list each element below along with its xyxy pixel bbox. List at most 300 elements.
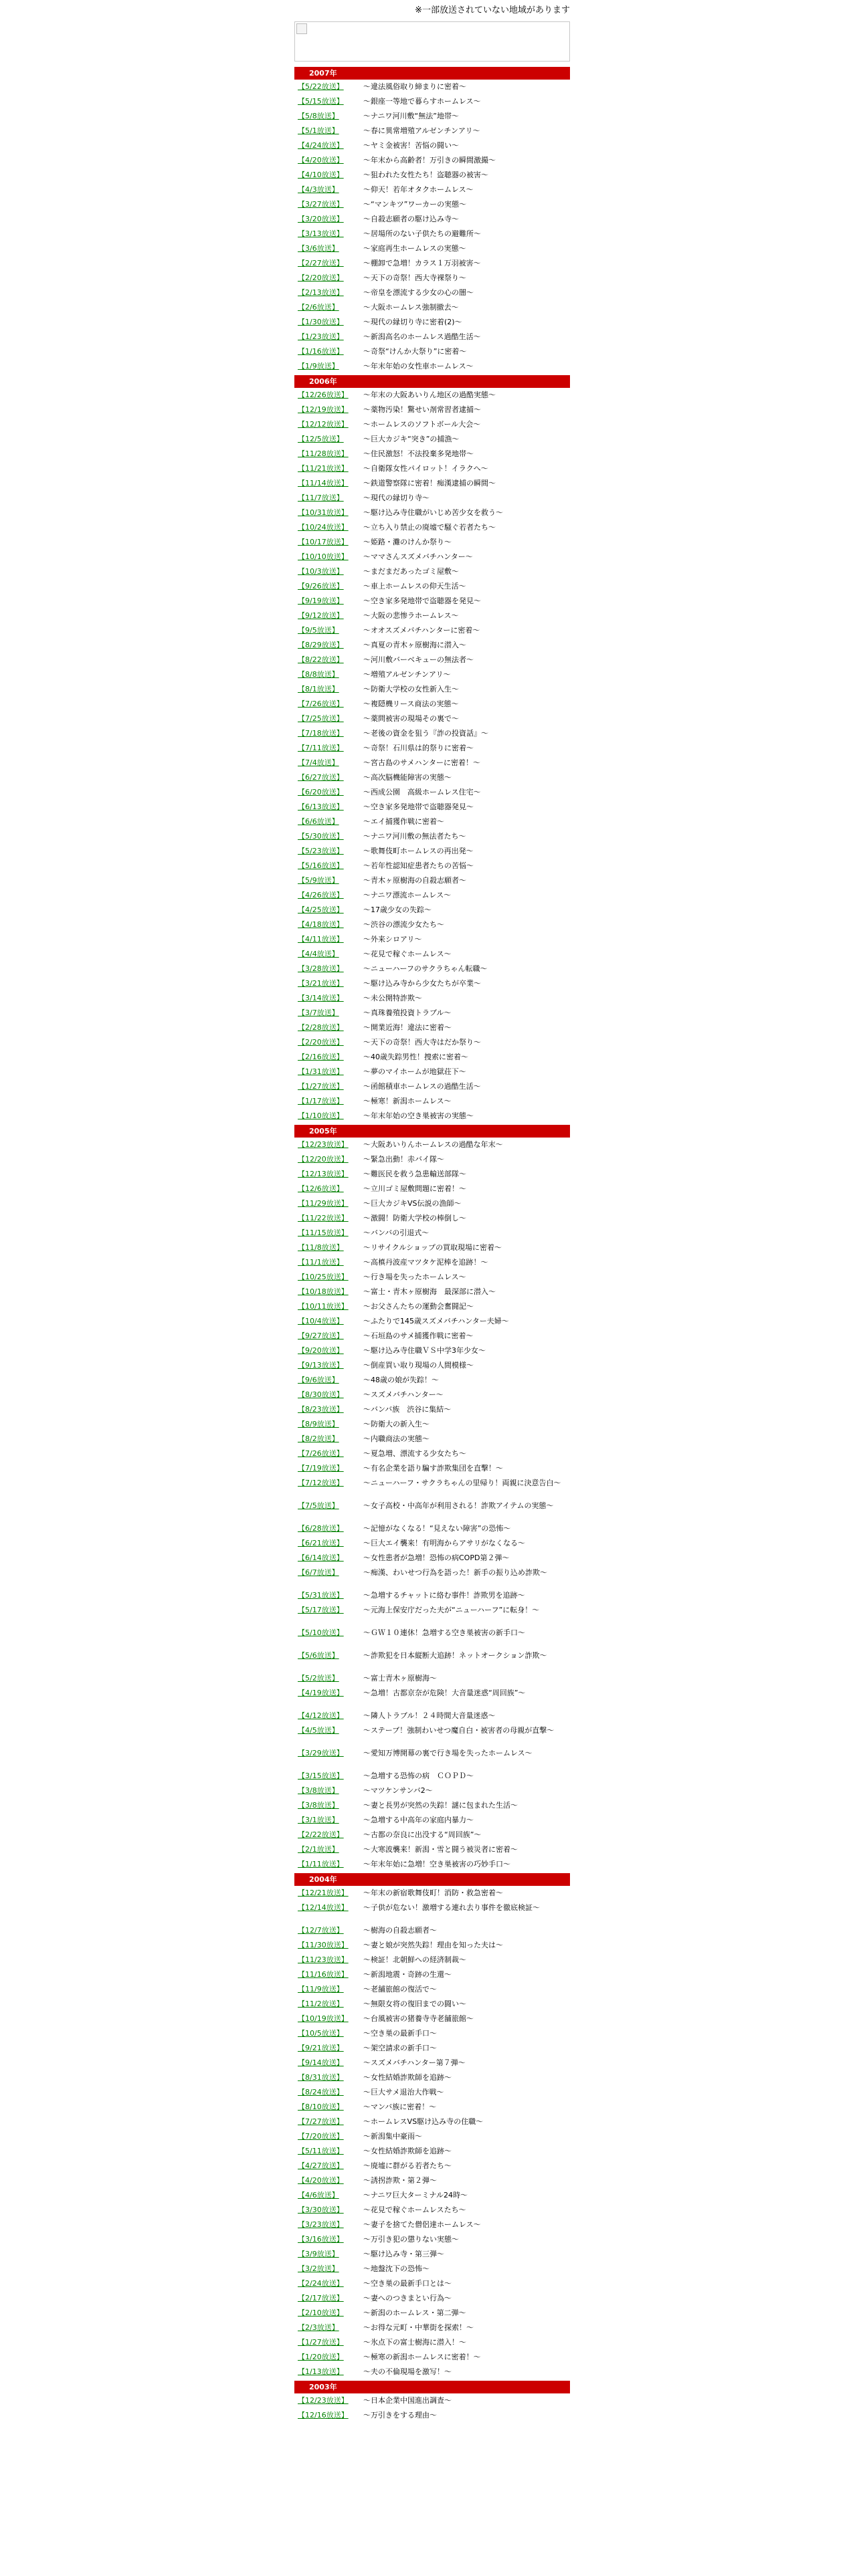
episode-title: 〜ホームレスのソフトボール大会〜 [363,420,481,429]
episode-row [294,271,570,286]
episode-date-link[interactable]: 【12/7放送】 [298,1926,344,1935]
episode-date-link[interactable]: 【1/13放送】 [298,2367,344,2376]
episode-date-link[interactable]: 【3/29放送】 [298,1749,344,1757]
episode-date-link[interactable]: 【3/15放送】 [298,1772,344,1780]
episode-date-link[interactable]: 【2/27放送】 [298,259,344,267]
episode-title: 〜新潟地震・奇跡の生還〜 [363,1970,452,1979]
episode-row [294,1967,570,1982]
episode-row [294,918,570,932]
episode-title: 〜内職商法の実態〜 [363,1434,430,1443]
episode-date-link[interactable]: 【2/22放送】 [298,1830,344,1839]
episode-row [294,1769,570,1784]
episode-date-link[interactable]: 【8/10放送】 [298,2103,344,2111]
episode-row [294,785,570,800]
episode-date-link[interactable]: 【8/24放送】 [298,2088,344,2097]
episode-row [294,550,570,564]
episode-title: 〜女性患者が急増！恐怖の病COPD第２弾〜 [363,1553,510,1562]
episode-date-link[interactable]: 【5/9放送】 [298,876,339,885]
episode-date-link[interactable]: 【7/19放送】 [298,1464,344,1473]
episode-title: 〜違法風俗取り締まりに密着〜 [363,82,466,91]
episode-row [294,2070,570,2085]
episode-row [294,2188,570,2203]
episode-row [294,2173,570,2188]
episode-date-link[interactable]: 【10/5放送】 [298,2029,344,2038]
episode-title: 〜巨大エイ襲来！有明海からアサリがなくなる〜 [363,1539,525,1547]
episode-date-link[interactable]: 【1/31放送】 [298,1067,344,1076]
episode-title: 〜架空請求の新手口〜 [363,2044,437,2052]
episode-title: 〜花見で稼ぐホームレス〜 [363,950,452,958]
episode-row [294,447,570,461]
episode-date-link[interactable]: 【5/10放送】 [298,1628,344,1637]
episode-date-link[interactable]: 【1/10放送】 [298,1111,344,1120]
episode-date-link[interactable]: 【11/22放送】 [298,1214,349,1222]
episode-row [294,726,570,741]
episode-row [294,2041,570,2056]
episode-date-link[interactable]: 【8/8放送】 [298,670,339,679]
episode-date-link[interactable]: 【8/22放送】 [298,655,344,664]
episode-row [294,1686,570,1709]
episode-row [294,991,570,1006]
episode-date-link[interactable]: 【5/31放送】 [298,1591,344,1600]
episode-date-link[interactable]: 【1/27放送】 [298,1082,344,1091]
episode-date-link[interactable]: 【3/13放送】 [298,229,344,238]
episode-date-link[interactable]: 【1/16放送】 [298,347,344,356]
episode-row [294,2115,570,2129]
episode-title: 〜17歳少女の失踪〜 [363,905,432,914]
episode-date-link[interactable]: 【5/15放送】 [298,97,344,106]
episode-date-link[interactable]: 【12/23放送】 [298,1140,349,1149]
episode-date-link[interactable]: 【3/16放送】 [298,2235,344,2244]
episode-title: 〜巨大サメ退治大作戦〜 [363,2088,444,2097]
episode-title: 〜ナニワ巨大ターミナル24時〜 [363,2191,468,2199]
episode-title: 〜スズメバチハンター第７弾〜 [363,2058,466,2067]
episode-row [294,2350,570,2365]
episode-row [294,461,570,476]
episode-title: 〜渋谷の漂流少女たち〜 [363,920,444,929]
episode-date-link[interactable]: 【10/18放送】 [298,1287,349,1296]
episode-title: 〜富士青木ヶ原樹海〜 [363,1674,437,1683]
episode-title: 〜鉄道警察隊に密着！痴漢逮捕の瞬間〜 [363,479,496,488]
episode-title: 〜新潟集中豪雨〜 [363,2132,422,2141]
episode-row [294,124,570,138]
episode-date-link[interactable]: 【12/5放送】 [298,435,344,443]
episode-date-link[interactable]: 【12/23放送】 [298,2396,349,2405]
episode-title: 〜巨大カジキ“突き”の捕漁〜 [363,435,460,443]
episode-date-link[interactable]: 【9/14放送】 [298,2058,344,2067]
episode-row [294,1828,570,1842]
episode-date-link[interactable]: 【6/13放送】 [298,802,344,811]
episode-row [294,1079,570,1094]
episode-row [294,2056,570,2070]
episode-row [294,2232,570,2247]
episode-title: 〜女性結婚詐欺師を追跡〜 [363,2147,452,2155]
episode-row [294,1566,570,1588]
episode-row [294,888,570,903]
episode-title: 〜老後の資金を狙う『詐の投資話』〜 [363,729,488,738]
episode-date-link[interactable]: 【4/4放送】 [298,950,339,958]
episode-date-link[interactable]: 【5/2放送】 [298,1674,339,1683]
episode-date-link[interactable]: 【3/27放送】 [298,200,344,209]
episode-title: 〜愛知万博開幕の裏で行き場を失ったホームレス〜 [363,1749,533,1757]
episode-row [294,520,570,535]
episode-row [294,1997,570,2012]
episode-row [294,1109,570,1123]
episode-row [294,535,570,550]
episode-row [294,1588,570,1603]
episode-date-link[interactable]: 【11/9放送】 [298,1985,344,1994]
episode-row [294,432,570,447]
episode-date-link[interactable]: 【8/2放送】 [298,1434,339,1443]
year-header: 2006年 [294,375,570,388]
episode-title: 〜オオスズメバチハンターに密着〜 [363,626,480,635]
episode-date-link[interactable]: 【7/11放送】 [298,744,344,752]
episode-title: 〜ママさんスズメバチハンター〜 [363,552,473,561]
episode-date-link[interactable]: 【7/12放送】 [298,1479,344,1487]
episode-date-link[interactable]: 【6/6放送】 [298,817,339,826]
episode-date-link[interactable]: 【11/28放送】 [298,449,349,458]
episode-date-link[interactable]: 【4/18放送】 [298,920,344,929]
episode-date-link[interactable]: 【5/6放送】 [298,1651,339,1660]
episode-date-link[interactable]: 【3/2放送】 [298,2264,339,2273]
episode-date-link[interactable]: 【5/16放送】 [298,861,344,870]
episode-date-link[interactable]: 【2/16放送】 [298,1053,344,1061]
episode-date-link[interactable]: 【1/11放送】 [298,1860,344,1868]
episode-date-link[interactable]: 【2/20放送】 [298,274,344,282]
episode-row [294,667,570,682]
episode-date-link[interactable]: 【9/6放送】 [298,1376,339,1384]
episode-title: 〜薬物汚染！驚せい剤常習者逮捕〜 [363,405,481,414]
episode-row [294,1499,570,1521]
episode-row [294,2100,570,2115]
episode-date-link[interactable]: 【8/31放送】 [298,2073,344,2082]
episode-title: 〜難医民を救う急患輸送部隊〜 [363,1170,466,1178]
episode-date-link[interactable]: 【5/22放送】 [298,82,344,91]
episode-date-link[interactable]: 【3/14放送】 [298,994,344,1002]
episode-title: 〜廃墟に群がる若者たち〜 [363,2161,452,2170]
episode-title: 〜増殖アルゼンチンアリ〜 [363,670,451,679]
episode-row [294,1938,570,1953]
episode-date-link[interactable]: 【11/30放送】 [298,1941,349,1949]
episode-row [294,1270,570,1285]
episode-title: 〜複隠機リース商法の実態〜 [363,700,459,708]
episode-date-link[interactable]: 【1/9放送】 [298,362,339,370]
episode-date-link[interactable]: 【1/27放送】 [298,2338,344,2347]
episode-title: 〜緊急出動！赤バイ隊〜 [363,1155,444,1164]
episode-title: 〜天下の奇祭！西大寺はだか祭り〜 [363,1038,481,1047]
episode-date-link[interactable]: 【10/31放送】 [298,508,349,517]
episode-row [294,1857,570,1872]
episode-date-link[interactable]: 【11/14放送】 [298,479,349,488]
episode-date-link[interactable]: 【7/25放送】 [298,714,344,723]
episode-date-link[interactable]: 【1/20放送】 [298,2353,344,2361]
episode-date-link[interactable]: 【6/28放送】 [298,1524,344,1533]
episode-row [294,1152,570,1167]
episode-row [294,741,570,756]
episode-row [294,1842,570,1857]
episode-date-link[interactable]: 【8/23放送】 [298,1405,344,1414]
episode-date-link[interactable]: 【3/28放送】 [298,964,344,973]
episode-date-link[interactable]: 【3/20放送】 [298,215,344,223]
episode-row [294,2026,570,2041]
episode-date-link[interactable]: 【4/11放送】 [298,935,344,944]
episode-date-link[interactable]: 【4/25放送】 [298,905,344,914]
episode-date-link[interactable]: 【4/5放送】 [298,1726,339,1735]
episode-date-link[interactable]: 【11/2放送】 [298,2000,344,2008]
episode-date-link[interactable]: 【1/23放送】 [298,332,344,341]
episode-title: 〜駆け込み寺住職がいじめ苦少女を救う〜 [363,508,503,517]
episode-date-link[interactable]: 【12/6放送】 [298,1184,344,1193]
episode-date-link[interactable]: 【6/14放送】 [298,1553,344,1562]
episode-title: 〜老舗旅館の復活で〜 [363,1985,437,1994]
episode-date-link[interactable]: 【11/7放送】 [298,494,344,502]
episode-date-link[interactable]: 【8/9放送】 [298,1420,339,1428]
episode-date-link[interactable]: 【4/20放送】 [298,156,344,165]
episode-date-link[interactable]: 【2/10放送】 [298,2309,344,2317]
episode-title: 〜車上ホームレスの仰天生活〜 [363,582,466,591]
episode-date-link[interactable]: 【10/19放送】 [298,2014,349,2023]
episode-title: 〜空き巣の最新手口〜 [363,2029,437,2038]
episode-date-link[interactable]: 【9/27放送】 [298,1331,344,1340]
episode-title: 〜倒産買い取り現場の人間模様〜 [363,1361,474,1370]
episode-row [294,1432,570,1446]
episode-row [294,2393,570,2408]
episode-date-link[interactable]: 【12/16放送】 [298,2411,349,2420]
episode-date-link[interactable]: 【4/6放送】 [298,2191,339,2199]
episode-title: 〜ナニワ漂流ホームレス〜 [363,891,452,899]
episode-date-link[interactable]: 【4/20放送】 [298,2176,344,2185]
episode-row [294,2085,570,2100]
episode-date-link[interactable]: 【9/5放送】 [298,626,339,635]
episode-date-link[interactable]: 【12/21放送】 [298,1889,349,1897]
episode-row [294,1813,570,1828]
episode-date-link[interactable]: 【5/1放送】 [298,126,339,135]
episode-date-link[interactable]: 【2/17放送】 [298,2294,344,2302]
episode-date-link[interactable]: 【3/6放送】 [298,244,339,253]
episode-date-link[interactable]: 【7/26放送】 [298,1449,344,1458]
episode-date-link[interactable]: 【7/18放送】 [298,729,344,738]
page-container [294,5,570,2423]
episode-date-link[interactable]: 【2/20放送】 [298,1038,344,1047]
episode-row [294,256,570,271]
episode-date-link[interactable]: 【6/20放送】 [298,788,344,796]
episode-date-link[interactable]: 【10/10放送】 [298,552,349,561]
episode-date-link[interactable]: 【10/11放送】 [298,1302,349,1311]
episode-row [294,2247,570,2262]
episode-row [294,417,570,432]
episode-title: 〜自衛隊女性パイロット！イラクへ〜 [363,464,488,473]
episode-title: 〜無限女将の復旧までの闘い〜 [363,2000,466,2008]
episode-date-link[interactable]: 【7/4放送】 [298,758,339,767]
episode-title: 〜バンバの引退式〜 [363,1228,430,1237]
episode-title: 〜リサイクルショップの買取現場に密着〜 [363,1243,502,1252]
episode-date-link[interactable]: 【7/5放送】 [298,1501,339,1510]
episode-title: 〜年末年始に急増！空き巣被害の巧妙手口〜 [363,1860,510,1868]
episode-row [294,1138,570,1152]
episode-date-link[interactable]: 【12/26放送】 [298,391,349,399]
episode-title: 〜お得な元町・中華街を探索！〜 [363,2323,474,2332]
episode-title: 〜駆け込み寺・第三弾〜 [363,2250,444,2258]
episode-title: 〜現代の縁切り寺〜 [363,494,430,502]
episode-title: 〜奇祭“けんか大祭り”に密着〜 [363,347,467,356]
episode-row [294,2203,570,2218]
episode-title: 〜家庭再生ホームレスの実態〜 [363,244,466,253]
episode-date-link[interactable]: 【2/3放送】 [298,2323,339,2332]
episode-date-link[interactable]: 【10/24放送】 [298,523,349,532]
episode-date-link[interactable]: 【12/20放送】 [298,1155,349,1164]
episode-date-link[interactable]: 【8/29放送】 [298,641,344,649]
episode-title: 〜元海上保安庁だった夫が“ニューハーフ”に転身！〜 [363,1606,540,1614]
episode-date-link[interactable]: 【5/11放送】 [298,2147,344,2155]
episode-title: 〜空き巣の最新手口とは〜 [363,2279,452,2288]
episode-title: 〜大阪の悲惨ラホームレス〜 [363,611,459,620]
episode-row [294,1314,570,1329]
episode-row [294,976,570,991]
episode-date-link[interactable]: 【11/8放送】 [298,1243,344,1252]
episode-date-link[interactable]: 【5/23放送】 [298,847,344,855]
episode-date-link[interactable]: 【7/27放送】 [298,2117,344,2126]
episode-date-link[interactable]: 【7/26放送】 [298,700,344,708]
episode-title: 〜急増するチャットに絡む事件！詐欺男を追跡〜 [363,1591,525,1600]
episode-date-link[interactable]: 【3/1放送】 [298,1816,339,1824]
episode-date-link[interactable]: 【4/19放送】 [298,1689,344,1697]
episode-date-link[interactable]: 【8/1放送】 [298,685,339,693]
episode-row [294,1476,570,1499]
episode-row [294,344,570,359]
episode-date-link[interactable]: 【5/17放送】 [298,1606,344,1614]
episode-row [294,212,570,227]
episode-date-link[interactable]: 【9/21放送】 [298,2044,344,2052]
episode-row [294,1388,570,1402]
episode-date-link[interactable]: 【6/7放送】 [298,1568,339,1577]
episode-date-link[interactable]: 【1/30放送】 [298,318,344,326]
episode-date-link[interactable]: 【9/26放送】 [298,582,344,591]
episode-title: 〜夏急増、漂流する少女たち〜 [363,1449,466,1458]
episode-row [294,844,570,859]
episode-date-link[interactable]: 【12/13放送】 [298,1170,349,1178]
episode-date-link[interactable]: 【10/3放送】 [298,567,344,576]
episode-title: 〜樹海の自殺志願者〜 [363,1926,437,1935]
episode-date-link[interactable]: 【3/7放送】 [298,1008,339,1017]
episode-date-link[interactable]: 【2/28放送】 [298,1023,344,1032]
episode-row [294,2218,570,2232]
episode-title: 〜狙われた女性たち！盗聴器の被害〜 [363,171,488,179]
episode-date-link[interactable]: 【4/3放送】 [298,185,339,194]
episode-date-link[interactable]: 【9/13放送】 [298,1361,344,1370]
episode-row [294,873,570,888]
episode-title: 〜富士・青木ヶ原樹海 最深部に潜入〜 [363,1287,496,1296]
episode-title: 〜仰天！若年オタクホームレス〜 [363,185,474,194]
episode-title: 〜ナニワ河川敷の無法者たち〜 [363,832,466,841]
episode-date-link[interactable]: 【2/13放送】 [298,288,344,297]
episode-title: 〜帝皇を漂流する少女の心の闇〜 [363,288,474,297]
episode-date-link[interactable]: 【3/23放送】 [298,2220,344,2229]
episode-date-link[interactable]: 【10/25放送】 [298,1273,349,1281]
episode-date-link[interactable]: 【2/1放送】 [298,1845,339,1854]
episode-title: 〜大寒波襲来！新潟・雪と闘う被災者に密着〜 [363,1845,518,1854]
episode-title: 〜空き家多発地帯で盗聴器発見〜 [363,802,474,811]
episode-row [294,1798,570,1813]
episode-date-link[interactable]: 【9/19放送】 [298,597,344,605]
episode-row [294,315,570,330]
episode-date-link[interactable]: 【4/12放送】 [298,1711,344,1720]
episode-title: 〜真夏の青木ヶ原樹海に潜入〜 [363,641,466,649]
episode-row [294,183,570,197]
episode-row [294,1329,570,1344]
episode-date-link[interactable]: 【4/27放送】 [298,2161,344,2170]
episode-title: 〜未公開特詐欺〜 [363,994,422,1002]
episode-date-link[interactable]: 【12/12放送】 [298,420,349,429]
episode-date-link[interactable]: 【2/6放送】 [298,303,339,312]
episode-date-link[interactable]: 【5/8放送】 [298,112,339,120]
episode-date-link[interactable]: 【11/1放送】 [298,1258,344,1267]
episode-date-link[interactable]: 【8/30放送】 [298,1390,344,1399]
episode-row [294,1923,570,1938]
episode-date-link[interactable]: 【11/15放送】 [298,1228,349,1237]
episode-title: 〜河川敷バーベキューの無法者〜 [363,655,474,664]
episode-row [294,1461,570,1476]
episode-title: 〜年末年始の空き巣被害の実態〜 [363,1111,474,1120]
episode-date-link[interactable]: 【4/24放送】 [298,141,344,150]
episode-date-link[interactable]: 【1/17放送】 [298,1097,344,1105]
episode-date-link[interactable]: 【6/27放送】 [298,773,344,782]
episode-row [294,1536,570,1551]
episode-title: 〜ヤミ金被害！苦悩の闘い〜 [363,141,459,150]
episode-date-link[interactable]: 【7/20放送】 [298,2132,344,2141]
episode-date-link[interactable]: 【3/8放送】 [298,1786,339,1795]
episode-title: 〜行き場を失ったホームレス〜 [363,1273,466,1281]
episode-row [294,2129,570,2144]
episode-title: 〜巨大カジキVS伝説の漁師〜 [363,1199,462,1208]
episode-date-link[interactable]: 【11/16放送】 [298,1970,349,1979]
year-header: 2004年 [294,1873,570,1886]
episode-date-link[interactable]: 【9/12放送】 [298,611,344,620]
episode-row [294,138,570,153]
episode-date-link[interactable]: 【4/26放送】 [298,891,344,899]
episode-date-link[interactable]: 【10/17放送】 [298,538,349,546]
episode-title: 〜歌舞伎町ホームレスの再出発〜 [363,847,474,855]
episode-title: 〜現代の縁切り寺に密着(2)〜 [363,318,462,326]
episode-date-link[interactable]: 【11/29放送】 [298,1199,349,1208]
episode-date-link[interactable]: 【10/4放送】 [298,1317,344,1325]
episode-date-link[interactable]: 【3/21放送】 [298,979,344,988]
episode-date-link[interactable]: 【5/30放送】 [298,832,344,841]
year-header: 2003年 [294,2381,570,2393]
episode-row [294,1021,570,1035]
episode-date-link[interactable]: 【3/8放送】 [298,1801,339,1810]
episode-row [294,1211,570,1226]
episode-row [294,638,570,653]
episode-row [294,800,570,815]
episode-title: 〜薬問被害の現場その裏で〜 [363,714,459,723]
episode-title: 〜ニューハーフのサクラちゃん転職〜 [363,964,488,973]
episode-date-link[interactable]: 【2/24放送】 [298,2279,344,2288]
episode-date-link[interactable]: 【3/9放送】 [298,2250,339,2258]
episode-date-link[interactable]: 【3/30放送】 [298,2206,344,2214]
episode-row [294,1299,570,1314]
episode-row [294,1035,570,1050]
episode-title: 〜万引きをする理由〜 [363,2411,437,2420]
episode-date-link[interactable]: 【9/20放送】 [298,1346,344,1355]
episode-date-link[interactable]: 【11/21放送】 [298,464,349,473]
episode-date-link[interactable]: 【4/10放送】 [298,171,344,179]
episode-title: 〜高槙丹波産マツタケ泥棒を追跡！〜 [363,1258,488,1267]
episode-date-link[interactable]: 【6/21放送】 [298,1539,344,1547]
episode-title: 〜年末から高齢者！万引きの瞬間激撮〜 [363,156,496,165]
episode-date-link[interactable]: 【11/23放送】 [298,1955,349,1964]
episode-date-link[interactable]: 【12/14放送】 [298,1903,349,1912]
episode-date-link[interactable]: 【12/19放送】 [298,405,349,414]
episode-title: 〜住民激怒！不法投棄多発地帯〜 [363,449,474,458]
